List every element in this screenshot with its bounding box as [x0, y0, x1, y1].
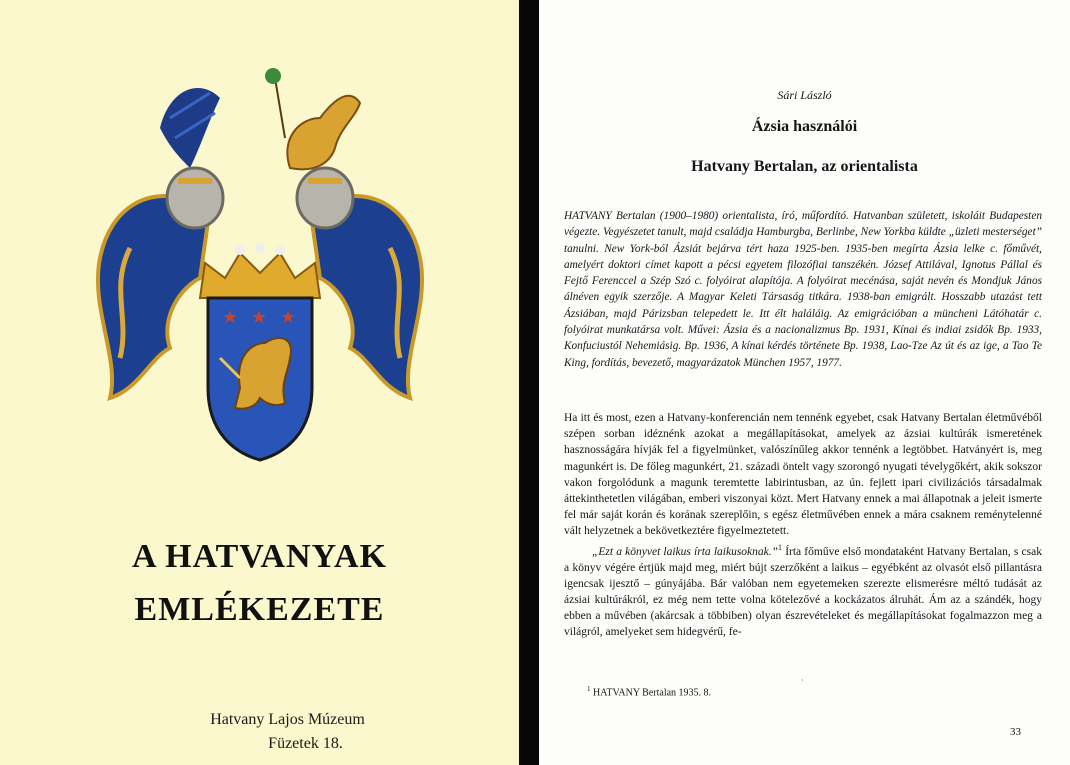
cover-publisher: Hatvany Lajos Múzeum [210, 711, 365, 728]
cover-title-line-2: EMLÉKEZETE [134, 591, 385, 628]
biography-paragraph: HATVANY Bertalan (1900–1980) orientalista, író, műfordító. Hatvanban született, iskoláit Budapesten végezte. Vegyészetet tanult, majd családja Hamburgba, Berlinbe, New Yorkba küldte „üzleti mesterséget” tanulni. New York-ból Ázsiát bejárva tért haza 1925-ben. 1935-ben megírta Ázsia lelke c. főművét, amelyért doktori címet kapott a pécsi egyetem filozófiai tanszékén. József Attilával, Ignotus Pállal és Fejtő Ferenccel a Szép Szó c. folyóirat alapítója. A folyóirat mecénása, saját nevén és Mondjuk János álnéven egyik szerzője. A Magyar Keleti Társaság titkára. 1938-ban emigrált. Hosszabb utazást tett Ázsiában, majd Párizsban telepedett le. Itt élt haláláig. Az emigrációban a müncheni Látóhatár c. folyóirat munkatársa volt. Művei: Ázsia és a nacionalizmus Bp. 1931, Kínai és indiai zsidók Bp. 1933, Konfuciustól Nehemiásig. Bp. 1936, A kínai kérdés története Bp. 1938, Lao-Tze Az út és az ige, a Tao Te King, fordítás, bevezető, magyarázatok München 1957, 1977. [564, 210, 1042, 369]
article-body [564, 410, 1042, 641]
body-paragraph-2-text: Írta főműve első mondataként Hatvany Bertalan, s csak a könyv végére értjük majd meg, miért bújt szerzőként a laikus – egyébként az olvasót első pillantásra igencsak ijesztő – gúnyájába. Bár valóban nem egyetemeken szerezte elismerésre méltó tudását az ázsiai kultúrákról, ez még nem tette volna kötelezővé a kockázatos álruhát. Ám az a szándék, hogy ebben a művében (akárcsak a többiben) olyan észrevételeket és megállapításokat fogalmazzon meg a világról, amelyeket sem hidegvérű, fe- [564, 545, 1042, 639]
body-paragraph-2 [564, 540, 1042, 641]
coat-of-arms-image [90, 58, 430, 468]
footnote-number: 1 [587, 685, 591, 693]
cover-series: Füzetek 18. [268, 735, 343, 752]
article-title: Ázsia használói [751, 118, 858, 135]
svg-text:★: ★ [280, 307, 297, 327]
svg-text:★: ★ [251, 307, 268, 327]
svg-text:★: ★ [222, 307, 239, 327]
separator-dot: · [801, 676, 804, 685]
quote-text: „Ezt a könyvet laikus írta laikusoknak.” [592, 545, 779, 558]
footnote-reference: 1 [778, 542, 783, 552]
book-cover [0, 0, 519, 765]
page-number: 33 [1010, 726, 1021, 738]
cover-title-line-1: A HATVANYAK [131, 538, 388, 575]
body-paragraph-1: Ha itt és most, ezen a Hatvany-konferencián nem tennénk egyebet, csak Hatvany Bertalan életművéből szépen sorban idéznénk azokat a megállapításokat, amelyek az ázsiai kultúrák ismeretének hasznosságára hívják fel a figyelmünket, valószínűleg akkor tennénk a legtöbbet. Hatványért is, meg magunkért is. De főleg magunkért, 21. századi öntelt vagy szorongó nyugati tévelygőkért, akik sokszor vakon forgolódunk a magunk teremtette labirintusban, az ún. fejlett ipari civilizációs társadalmak áttekinthetetlen világában, emberi viszonyai közt. Mert Hatvany ennek a mai állapotnak a jeleit ismerte fel már saját korán és korának szereplőin, s egész életművében ennek a mára csaknem reménytelenné vált helyzetnek a bekövetkeztére figyelmeztetett. [564, 412, 1042, 538]
article-author: Sári László [777, 88, 832, 102]
footnote [587, 685, 711, 698]
article-subtitle: Hatvany Bertalan, az orientalista [691, 158, 918, 175]
book-gutter [519, 0, 539, 765]
book-page [539, 0, 1070, 765]
footnote-text: HATVANY Bertalan 1935. 8. [590, 687, 712, 699]
